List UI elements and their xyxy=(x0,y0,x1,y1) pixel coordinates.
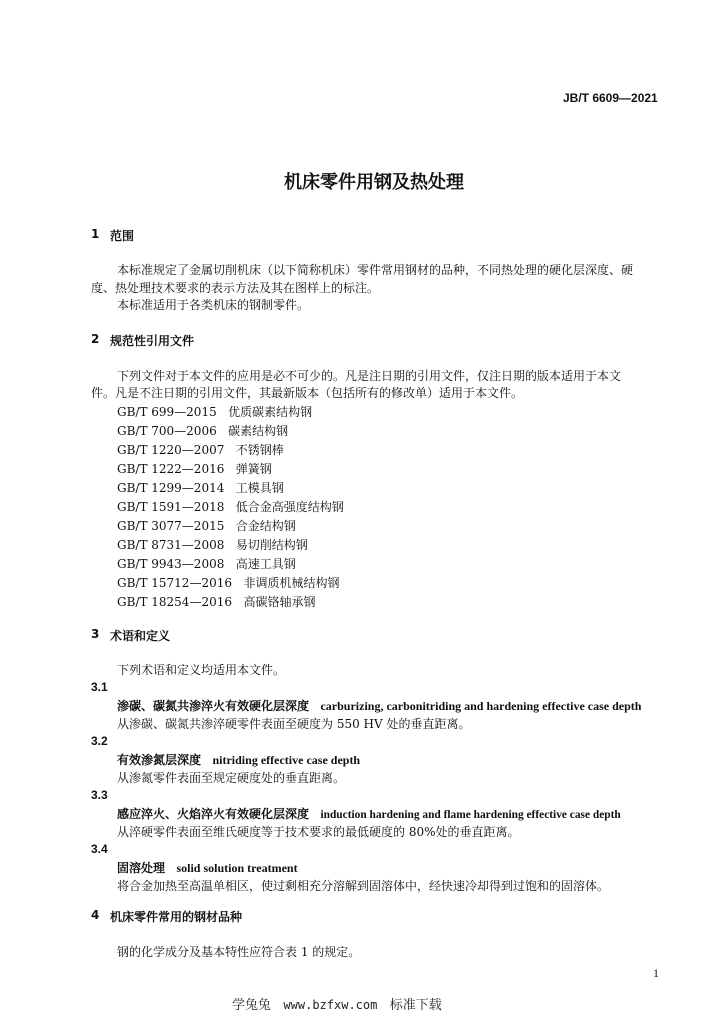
reference-code: GB/T 1591—2018 xyxy=(117,500,225,514)
reference-code: GB/T 700—2006 xyxy=(117,424,217,438)
section-1-heading: 范围 xyxy=(110,229,135,243)
term-english: induction hardening and flame hardening effective case depth xyxy=(320,809,621,821)
section-1-para-line2: 度、热处理技术要求的表示方法及其在图样上的标注。 xyxy=(91,281,380,295)
reference-code: GB/T 699—2015 xyxy=(117,405,217,419)
footer-url[interactable]: www.bzfxw.com xyxy=(283,998,378,1012)
reference-code: GB/T 9943—2008 xyxy=(117,557,225,571)
reference-title: 不锈钢棒 xyxy=(235,443,284,457)
reference-item xyxy=(117,422,288,439)
reference-code: GB/T 1299—2014 xyxy=(117,481,225,495)
section-2-para-line1: 下列文件对于本文件的应用是必不可少的。凡是注日期的引用文件，仅注日期的版本适用于本文 xyxy=(117,369,622,383)
term-definition: 从渗氮零件表面至规定硬度处的垂直距离。 xyxy=(117,771,346,785)
reference-title: 优质碳素结构钢 xyxy=(228,405,313,419)
reference-title: 工模具钢 xyxy=(235,481,284,495)
section-3-heading: 术语和定义 xyxy=(110,629,171,643)
reference-item xyxy=(117,479,284,496)
reference-title: 高速工具钢 xyxy=(235,557,296,571)
term-definition: 从淬硬零件表面至维氏硬度等于技术要求的最低硬度的 80%处的垂直距离。 xyxy=(117,825,520,839)
reference-item xyxy=(117,574,339,591)
document-title: 机床零件用钢及热处理 xyxy=(284,172,464,193)
section-2-heading: 规范性引用文件 xyxy=(110,334,195,348)
reference-title: 弹簧钢 xyxy=(235,462,272,476)
reference-code: GB/T 1220—2007 xyxy=(117,443,225,457)
section-3-intro: 下列术语和定义均适用本文件。 xyxy=(117,663,286,677)
reference-code: GB/T 1222—2016 xyxy=(117,462,225,476)
term-chinese: 渗碳、碳氮共渗淬火有效硬化层深度 xyxy=(117,699,310,713)
term-number: 3.2 xyxy=(91,734,108,748)
section-1-number: 1 xyxy=(91,227,100,241)
page-number: 1 xyxy=(653,966,659,980)
standard-code: JB/T 6609—2021 xyxy=(563,91,658,105)
term-english: nitriding effective case depth xyxy=(212,753,361,767)
reference-title: 合金结构钢 xyxy=(235,519,296,533)
term-number: 3.4 xyxy=(91,842,108,856)
term-number: 3.3 xyxy=(91,788,108,802)
footer-site-name: 学兔兔 xyxy=(232,998,272,1013)
term-heading xyxy=(117,806,621,823)
footer-watermark xyxy=(232,994,442,1013)
term-definition: 将合金加热至高温单相区，使过剩相充分溶解到固溶体中，经快速冷却得到过饱和的固溶体。 xyxy=(117,879,610,893)
term-english: carburizing, carbonitriding and hardening effective case depth xyxy=(320,699,642,713)
term-heading xyxy=(117,698,641,714)
section-3-number: 3 xyxy=(91,627,100,641)
section-2-number: 2 xyxy=(91,332,100,346)
reference-item xyxy=(117,498,344,515)
section-2-para-line2: 件。凡是不注日期的引用文件，其最新版本（包括所有的修改单）适用于本文件。 xyxy=(91,386,524,400)
reference-title: 低合金高强度结构钢 xyxy=(235,500,344,514)
term-heading xyxy=(117,860,298,876)
term-number: 3.1 xyxy=(91,680,108,694)
reference-code: GB/T 3077—2015 xyxy=(117,519,225,533)
reference-item xyxy=(117,517,296,534)
term-chinese: 固溶处理 xyxy=(117,861,166,875)
footer-slogan: 标准下载 xyxy=(389,998,442,1013)
reference-item xyxy=(117,536,308,553)
section-1-para-line1: 本标准规定了金属切削机床（以下简称机床）零件常用钢材的品种，不同热处理的硬化层深度、硬 xyxy=(117,263,634,277)
section-4-number: 4 xyxy=(91,908,100,922)
reference-code: GB/T 8731—2008 xyxy=(117,538,225,552)
term-definition: 从渗碳、碳氮共渗淬硬零件表面至硬度为 550 HV 处的垂直距离。 xyxy=(117,717,471,731)
term-heading xyxy=(117,752,360,768)
reference-item xyxy=(117,403,312,420)
term-chinese: 感应淬火、火焰淬火有效硬化层深度 xyxy=(117,807,310,821)
reference-item xyxy=(117,555,296,572)
reference-title: 高碳铬轴承钢 xyxy=(243,595,316,609)
section-4-para: 钢的化学成分及基本特性应符合表 1 的规定。 xyxy=(117,945,361,959)
reference-title: 非调质机械结构钢 xyxy=(243,576,340,590)
reference-item xyxy=(117,441,284,458)
section-4-heading: 机床零件常用的钢材品种 xyxy=(110,910,243,924)
term-chinese: 有效渗氮层深度 xyxy=(117,753,202,767)
term-english: solid solution treatment xyxy=(176,861,298,875)
reference-title: 碳素结构钢 xyxy=(228,424,289,438)
section-1-para2: 本标准适用于各类机床的钢制零件。 xyxy=(117,298,310,312)
reference-title: 易切削结构钢 xyxy=(235,538,308,552)
reference-item xyxy=(117,593,315,610)
reference-code: GB/T 15712—2016 xyxy=(117,576,232,590)
reference-code: GB/T 18254—2016 xyxy=(117,595,232,609)
reference-item xyxy=(117,460,272,477)
